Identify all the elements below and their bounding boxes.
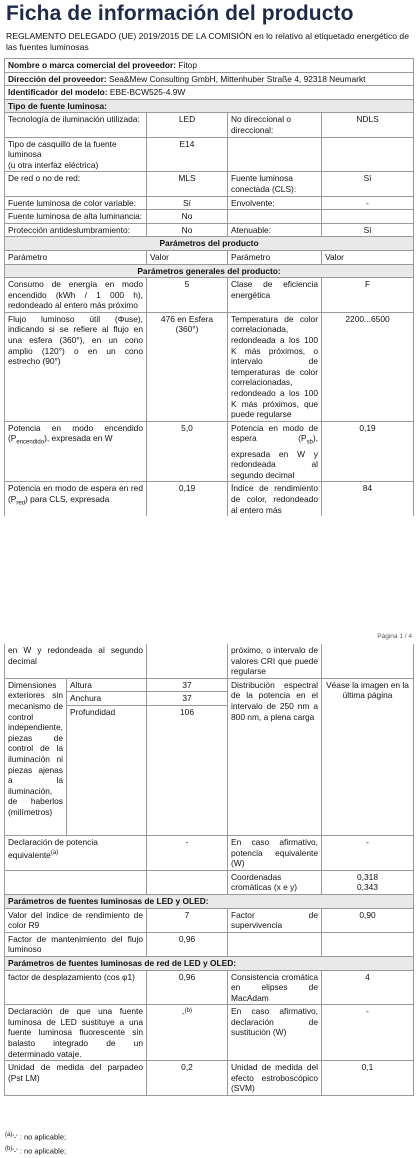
table-row xyxy=(5,870,414,894)
cls-value: Sí xyxy=(322,172,414,196)
cri-label: Índice de rendimiento de color, redondeado al entero más xyxy=(228,482,322,516)
tech-value: LED xyxy=(147,113,228,137)
replacement-w-label: En caso afirmativo, declaración de sustitución (W) xyxy=(228,1005,322,1061)
table-row xyxy=(5,137,414,172)
networked-standby-label-cont: en W y redondeada al segundo decimal xyxy=(5,644,147,678)
supplier-address-row xyxy=(5,72,414,86)
displacement-factor-value: 0,96 xyxy=(147,970,228,1005)
networked-standby-label-b: ) para CLS, expresada xyxy=(25,494,110,505)
col-header-value: Valor xyxy=(147,250,228,264)
equivalent-power-w-value: - xyxy=(322,835,414,870)
equivalent-power-value: - xyxy=(147,835,228,870)
cap-label-line1: Tipo de casquillo de la fuente luminosa xyxy=(8,138,117,160)
flux-label: Flujo luminoso útil (Φuse), indicando si se refiere al flujo en una esfera (360°), en un cono amplio (120°) o en un cono estrecho (90°) xyxy=(5,312,147,421)
col-header-param: Parámetro xyxy=(5,250,147,264)
standby-power-value: 0,19 xyxy=(322,421,414,482)
footnote-a xyxy=(5,1132,66,1142)
page-title: Ficha de información del producto xyxy=(6,2,354,25)
standby-power-label xyxy=(228,421,322,482)
chromaticity-label: Coordenadas cromáticas (x e y) xyxy=(228,870,322,894)
table-row xyxy=(5,932,414,956)
footnote-a-mark: (a) xyxy=(5,1132,13,1138)
model-id-label: Identificador del modelo: xyxy=(8,87,108,98)
cri-value: 84 xyxy=(322,482,414,516)
on-mode-power-label-a: Potencia en modo encendido (P xyxy=(8,422,143,444)
column-header-row xyxy=(5,250,414,264)
footnote-b-text: '-' : no aplicable; xyxy=(12,1146,67,1156)
survival-value: 0,90 xyxy=(322,908,414,932)
led-heading-row xyxy=(5,894,414,908)
replacement-claim-value xyxy=(147,1005,228,1061)
footnote-a-ref: (a) xyxy=(50,849,59,856)
replacement-claim-value-text: - xyxy=(181,1008,185,1019)
col-header-value-2: Valor xyxy=(322,250,414,264)
flicker-value: 0,2 xyxy=(147,1061,228,1096)
light-source-type-heading-row xyxy=(5,99,414,113)
directional-value: NDLS xyxy=(322,113,414,137)
flicker-label: Unidad de medida del parpadeo (Pst LM) xyxy=(5,1061,147,1096)
cap-label-line2: (u otra interfaz eléctrica) xyxy=(8,159,99,170)
empty-cell xyxy=(228,210,322,224)
table-row xyxy=(5,196,414,210)
chromaticity-value xyxy=(322,870,414,894)
depth-label: Profundidad xyxy=(67,705,147,835)
page-number: Página 1 / 4 xyxy=(377,633,412,640)
col-header-param-2: Parámetro xyxy=(228,250,322,264)
stroboscopic-label: Unidad de medida del efecto estroboscópico (SVM) xyxy=(228,1061,322,1096)
table-row xyxy=(5,835,414,870)
color-tunable-value: Sí xyxy=(147,196,228,210)
on-mode-power-label xyxy=(5,421,147,482)
table-row xyxy=(5,482,414,516)
table-row xyxy=(5,1061,414,1096)
supplier-name-label: Nombre o marca comercial del proveedor: xyxy=(8,60,177,70)
networked-standby-value: 0,19 xyxy=(147,482,228,516)
params-heading-row xyxy=(5,237,414,251)
on-mode-power-value: 5,0 xyxy=(147,421,228,482)
equivalent-power-label xyxy=(5,835,147,870)
mains-led-params-heading: Parámetros de fuentes luminosas de red de LED y OLED: xyxy=(5,956,414,970)
supplier-name-row xyxy=(5,59,414,73)
empty-cell xyxy=(147,870,228,894)
mains-label: De red o no de red: xyxy=(5,172,147,196)
general-params-heading: Parámetros generales del producto: xyxy=(5,264,414,278)
empty-cell xyxy=(147,644,228,678)
spd-value: Véase la imagen en la última página xyxy=(322,678,414,835)
table-row xyxy=(5,421,414,482)
high-luminance-label: Fuente luminosa de alta luminancia: xyxy=(5,210,147,224)
empty-cell xyxy=(228,932,322,956)
lumen-maintenance-label: Factor de mantenimiento del flujo luminoso xyxy=(5,932,147,956)
spd-label: Distribución espectral de la potencia en el intervalo de 250 nm a 800 nm, a plena carga xyxy=(228,678,322,835)
glare-label: Protección antideslumbramiento: xyxy=(5,223,147,237)
macadam-value: 4 xyxy=(322,970,414,1005)
macadam-label: Consistencia cromática en elipses de MacAdam xyxy=(228,970,322,1005)
table-row xyxy=(5,113,414,137)
height-label: Altura xyxy=(67,678,147,692)
mains-led-heading-row xyxy=(5,956,414,970)
cct-label: Temperatura de color correlacionada, redondeada a los 100 K más próximos, o intervalo de temperaturas de color correlacionadas, redondeado a los 100 K más próximos, que puede regularse xyxy=(228,312,322,421)
equivalent-power-w-label: En caso afirmativo, potencia equivalente (W) xyxy=(228,835,322,870)
empty-cell xyxy=(5,870,147,894)
glare-value: No xyxy=(147,223,228,237)
mains-value: MLS xyxy=(147,172,228,196)
networked-standby-label xyxy=(5,482,147,516)
supplier-name: Fitop xyxy=(178,60,197,70)
general-params-heading-row xyxy=(5,264,414,278)
stroboscopic-value: 0,1 xyxy=(322,1061,414,1096)
standby-power-sub: sb xyxy=(306,440,313,447)
width-label: Anchura xyxy=(67,692,147,706)
params-heading: Parámetros del producto xyxy=(5,237,414,251)
displacement-factor-label: factor de desplazamiento (cos φ1) xyxy=(5,970,147,1005)
high-luminance-value: No xyxy=(147,210,228,224)
energy-value: 5 xyxy=(147,278,228,313)
r9-label: Valor del índice de rendimiento de color R9 xyxy=(5,908,147,932)
cct-value: 2200...6500 xyxy=(322,312,414,421)
footnote-b-mark: (b) xyxy=(5,1146,13,1152)
empty-cell xyxy=(322,210,414,224)
footnote-a-text: '-' : no aplicable; xyxy=(12,1132,67,1142)
supplier-address: Sea&Mew Consulting GmbH, Mittenhuber Straße 4, 92318 Neumarkt xyxy=(109,73,366,84)
table-row xyxy=(5,908,414,932)
envelope-label: Envolvente: xyxy=(228,196,322,210)
depth-value: 106 xyxy=(147,705,228,835)
table-row xyxy=(5,172,414,196)
tech-label: Tecnología de iluminación utilizada: xyxy=(5,113,147,137)
model-id-row xyxy=(5,86,414,100)
light-source-type-heading: Tipo de fuente luminosa: xyxy=(5,99,414,113)
cls-label: Fuente luminosa conectada (CLS): xyxy=(228,172,322,196)
model-id: EBE-BCW525-4.9W xyxy=(109,87,186,98)
height-value: 37 xyxy=(147,678,228,692)
cap-label xyxy=(5,137,147,172)
table-row xyxy=(5,210,414,224)
efficiency-class-value: F xyxy=(322,278,414,313)
flux-value: 476 en Esfera (360°) xyxy=(147,312,228,421)
table-row xyxy=(5,970,414,1005)
replacement-w-value: - xyxy=(322,1005,414,1061)
led-params-heading: Parámetros de fuentes luminosas de LED y OLED: xyxy=(5,894,414,908)
on-mode-power-label-b: ), expresada en W xyxy=(44,433,113,444)
chromaticity-x: 0,318 xyxy=(357,871,378,882)
survival-label: Factor de supervivencia xyxy=(228,908,322,932)
cap-value: E14 xyxy=(147,137,228,172)
table-row xyxy=(5,278,414,313)
empty-cell xyxy=(228,137,322,172)
networked-standby-sub: red xyxy=(16,500,26,507)
width-value: 37 xyxy=(147,692,228,706)
dimmable-value: Sí xyxy=(322,223,414,237)
directional-label: No direccional o direccional: xyxy=(228,113,322,137)
footnote-b-ref: (b) xyxy=(184,1008,193,1015)
table-row xyxy=(5,312,414,421)
product-info-table-page1 xyxy=(4,58,414,516)
regulation-subtitle: REGLAMENTO DELEGADO (UE) 2019/2015 DE LA COMISIÓN en lo relativo al etiquetado energético de las fuentes luminosas xyxy=(6,31,409,52)
table-row xyxy=(5,223,414,237)
dimmable-label: Atenuable: xyxy=(228,223,322,237)
table-row-continued xyxy=(5,644,414,678)
on-mode-power-sub: encendido xyxy=(16,440,45,447)
chromaticity-y: 0,343 xyxy=(357,882,378,893)
efficiency-class-label: Clase de eficiencia energética xyxy=(228,278,322,313)
color-tunable-label: Fuente luminosa de color variable: xyxy=(5,196,147,210)
table-row xyxy=(5,1005,414,1061)
equivalent-power-label-text: Declaración de potencia equivalente xyxy=(8,836,98,860)
lumen-maintenance-value: 0,96 xyxy=(147,932,228,956)
replacement-claim-label: Declaración de que una fuente luminosa de LED sustituye a una fuente luminosa fluorescente sin balasto integrado de un determinado vataje. xyxy=(5,1005,147,1061)
r9-value: 7 xyxy=(147,908,228,932)
envelope-value: - xyxy=(322,196,414,210)
table-row xyxy=(5,678,414,692)
standby-power-label-b: ), expresada en W y redondeada al segundo decimal xyxy=(231,433,318,480)
standby-power-label-a: Potencia en modo de espera (P xyxy=(231,422,318,444)
product-info-table-page2 xyxy=(4,644,414,1096)
empty-cell xyxy=(322,644,414,678)
energy-label: Consumo de energía en modo encendido (kWh / 1 000 h), redondeado al entero más próximo xyxy=(5,278,147,313)
footnote-b xyxy=(5,1146,66,1156)
empty-cell xyxy=(322,137,414,172)
supplier-address-label: Dirección del proveedor: xyxy=(8,73,107,84)
dimensions-label: Dimensiones exteriores sin mecanismo de control independiente, piezas de control de la iluminación ni piezas ajenas a la iluminación, de haberlos (milímetros) xyxy=(5,678,67,835)
empty-cell xyxy=(322,932,414,956)
networked-standby-label-a: Potencia en modo de espera en red (P xyxy=(8,483,143,505)
cri-label-cont: próximo, o intervalo de valores CRI que puede regularse xyxy=(228,644,322,678)
